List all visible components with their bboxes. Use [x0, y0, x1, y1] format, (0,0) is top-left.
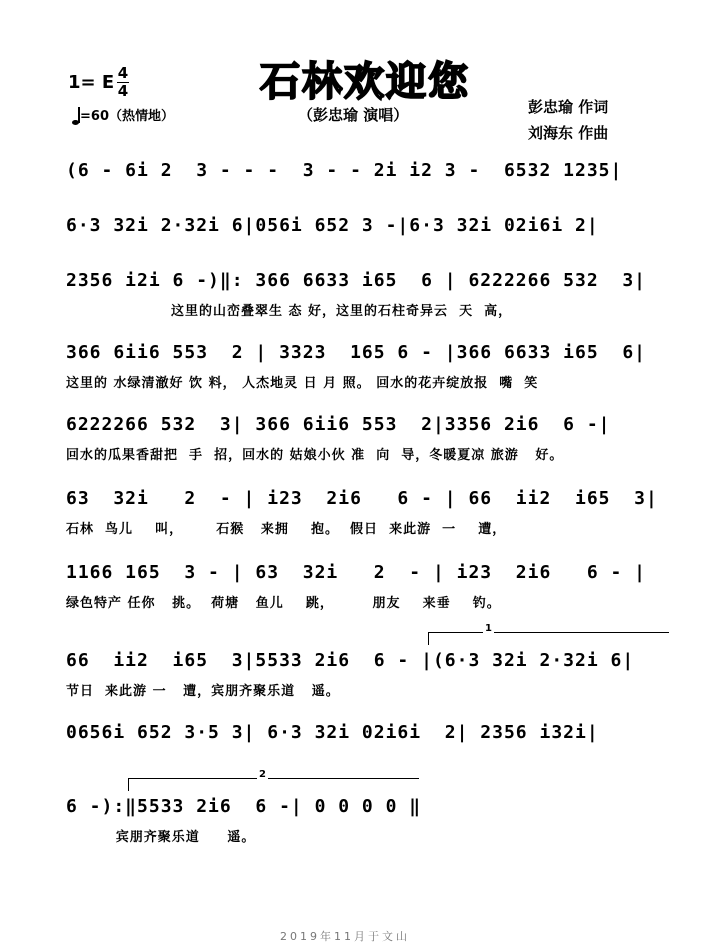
score-line-9 — [66, 722, 666, 778]
lyrics — [66, 752, 666, 772]
notation: 6222266 532 3| 366 6ii6 553 2|3356 2i6 6 -| — [66, 414, 611, 435]
meter-bottom: 4 — [117, 82, 129, 100]
notation: 366 6ii6 553 2 | 3323 165 6 - |366 6633 i65 6| — [66, 342, 647, 363]
notation: 1166 165 3 - | 63 32i 2 - | i23 2i6 6 - | — [66, 562, 647, 583]
score-line-6 — [66, 488, 666, 544]
lyrics — [66, 190, 666, 210]
notation: 2356 i2i 6 -)‖: 366 6633 i65 6 | 6222266 532 3| — [66, 270, 647, 291]
score-line-8 — [66, 650, 666, 706]
first-ending-bracket — [428, 623, 669, 645]
lyrics: 宾朋齐聚乐道 遥。 — [66, 830, 256, 845]
score-line-1 — [66, 160, 666, 216]
notation: 66 ii2 i65 3|5533 2i6 6 - |(6·3 32i 2·32i 6| — [66, 650, 635, 671]
quarter-note-icon — [72, 107, 80, 125]
composer-credit: 刘海东 作曲 — [528, 124, 609, 142]
lyrics — [66, 245, 666, 265]
notation: 63 32i 2 - | i23 2i6 6 - | 66 ii2 i65 3| — [66, 488, 658, 509]
lyrics: 石林 鸟儿 叫， 石猴 来拥 抱。 假日 来此游 一 遭， — [66, 522, 507, 537]
lyrics: 这里的山峦叠翠生 态 好，这里的石柱奇异云 天 高， — [66, 304, 513, 319]
lyrics: 回水的瓜果香甜把 手 招，回水的 姑娘小伙 准 向 导，冬暖夏凉 旅游 好。 — [66, 448, 564, 463]
lyrics: 绿色特产 任你 挑。 荷塘 鱼儿 跳， 朋友 来垂 钓。 — [66, 596, 501, 611]
notation: 6 -):‖5533 2i6 6 -| 0 0 0 0 ‖ — [66, 796, 422, 817]
lyricist-credit: 彭忠瑜 作词 — [528, 98, 609, 116]
performer-credit: （彭忠瑜 演唱） — [298, 106, 409, 124]
score-line-4 — [66, 342, 666, 398]
first-ending-number: 1 — [485, 623, 492, 634]
notation: 6·3 32i 2·32i 6|056i 652 3 -|6·3 32i 02i6i 2| — [66, 215, 599, 236]
tempo-marking — [72, 105, 174, 125]
second-ending-bracket — [128, 769, 419, 791]
lyrics: 这里的 水绿清澈好 饮 料， 人杰地灵 日 月 照。 回水的花卉绽放报 嘴 笑 — [66, 376, 539, 391]
second-ending-number: 2 — [259, 769, 266, 780]
score-line-5 — [66, 414, 666, 470]
score-line-2 — [66, 215, 666, 271]
notation: (6 - 6i 2 3 - - - 3 - - 2i i2 3 - 6532 1235| — [66, 160, 623, 181]
meter-top: 4 — [117, 64, 129, 82]
lyrics: 节日 来此游 一 遭，宾朋齐聚乐道 遥。 — [66, 684, 340, 699]
score-line-3 — [66, 270, 666, 326]
time-signature — [117, 66, 129, 99]
notation: 0656i 652 3·5 3| 6·3 32i 02i6i 2| 2356 i32i| — [66, 722, 599, 743]
song-title: 石林欢迎您 — [260, 58, 470, 105]
score-line-7 — [66, 562, 666, 618]
key-signature: 1= E — [68, 72, 115, 93]
footer-date: 2019年11月于文山 — [280, 930, 410, 943]
tempo-text: =60（热情地） — [80, 109, 174, 124]
score-line-10 — [66, 796, 666, 852]
